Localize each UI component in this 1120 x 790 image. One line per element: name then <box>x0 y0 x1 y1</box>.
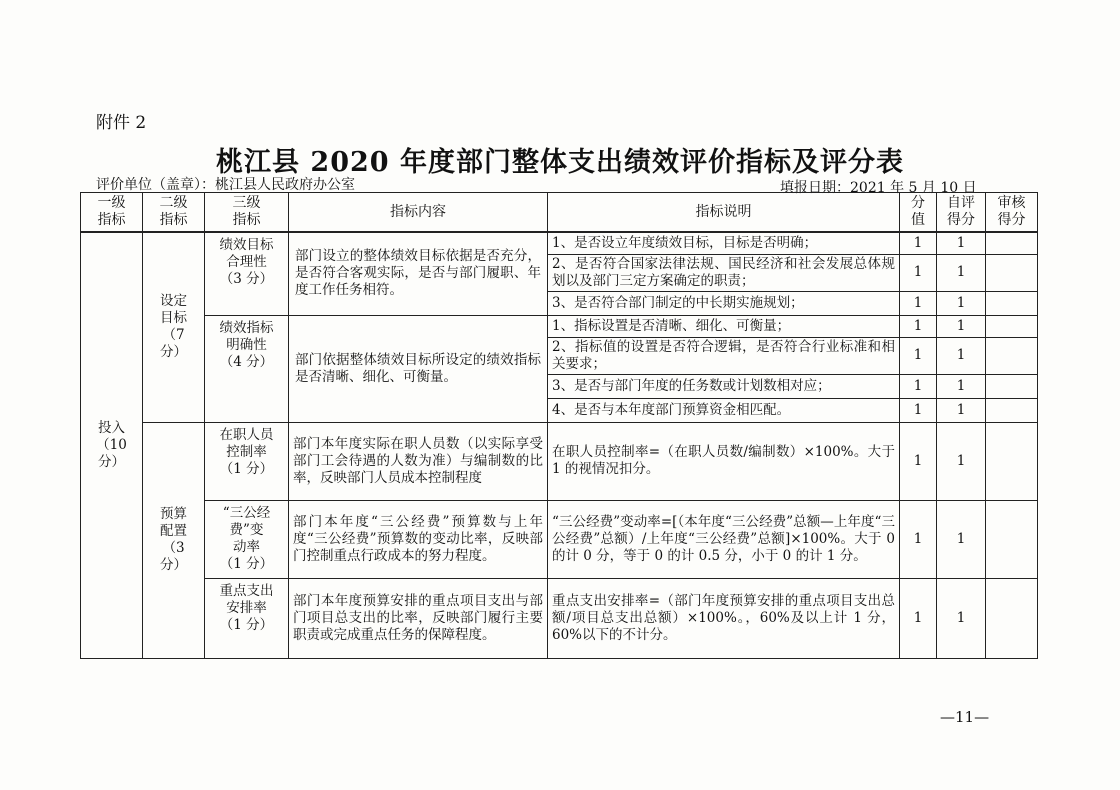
description-cell <box>548 500 900 578</box>
annex-label: 附件 2 <box>96 113 147 133</box>
level3-cell-text: 绩效指标 明确性 （4 分） <box>219 319 274 370</box>
score-cell-text: 1 <box>913 452 923 469</box>
audit-score-cell <box>986 232 1038 254</box>
table-row <box>81 578 1038 658</box>
level3-cell <box>205 232 289 315</box>
score-cell <box>900 500 937 578</box>
self-score-cell <box>937 374 986 398</box>
content-cell <box>289 500 548 578</box>
score-cell <box>900 398 937 422</box>
self-score-cell-text: 1 <box>956 377 966 394</box>
score-cell-text: 1 <box>913 317 923 334</box>
audit-score-cell <box>986 578 1038 658</box>
score-cell <box>900 578 937 658</box>
description-cell-text: 3、是否与部门年度的任务数或计划数相对应； <box>552 377 831 394</box>
description-cell-text: 2、指标值的设置是否符合逻辑，是否符合行业标准和相关要求； <box>552 338 895 372</box>
description-cell <box>548 291 900 315</box>
description-cell <box>548 254 900 291</box>
level2-cell-text: 设定 目标 （7 分） <box>160 293 187 361</box>
level3-cell-text: 重点支出 安排率 （1 分） <box>219 582 274 633</box>
self-score-cell-text: 1 <box>956 264 966 280</box>
description-cell-text: 重点支出安排率=（部门年度预算安排的重点项目支出总额/项目总支出总额）×100%。，60%及以上计 1 分，60%以下的不计分。 <box>552 592 895 643</box>
content-cell-text: 部门本年度实际在职人员数（以实际享受部门工会待遇的人数为准）与编制数的比率，反映部门人员成本控制程度 <box>293 435 543 486</box>
score-cell-text: 1 <box>913 234 923 251</box>
description-cell-text: 在职人员控制率=（在职人员数/编制数）×100%。大于 1 的视情况扣分。 <box>552 444 895 477</box>
description-cell-text: 2、是否符合国家法律法规、国民经济和社会发展总体规划以及部门三定方案确定的职责； <box>552 255 895 289</box>
self-score-cell-text: 1 <box>956 347 966 363</box>
header-level3: 三级 指标 <box>205 193 289 233</box>
level2-cell <box>143 422 205 658</box>
self-score-cell <box>937 315 986 337</box>
score-cell-text: 1 <box>913 609 923 626</box>
score-cell-text: 1 <box>913 347 923 363</box>
table-row <box>81 315 1038 337</box>
self-score-cell <box>937 578 986 658</box>
description-cell <box>548 398 900 422</box>
header-level2: 二级 指标 <box>143 193 205 233</box>
content-cell-text: 部门本年度预算安排的重点项目支出与部门项目总支出的比率，反映部门履行主要职责或完成重点任务的保障程度。 <box>293 592 543 643</box>
level3-cell <box>205 500 289 578</box>
score-cell-text: 1 <box>913 377 923 394</box>
self-score-cell-text: 1 <box>956 317 966 334</box>
header-score: 分 值 <box>900 193 937 233</box>
description-cell <box>548 422 900 500</box>
level3-cell-text: 在职人员 控制率 （1 分） <box>219 426 274 477</box>
level3-cell <box>205 422 289 500</box>
level3-cell <box>205 315 289 422</box>
audit-score-cell <box>986 398 1038 422</box>
description-cell <box>548 232 900 254</box>
self-score-cell <box>937 291 986 315</box>
self-score-cell-text: 1 <box>956 530 966 547</box>
table-row <box>81 232 1038 254</box>
level3-cell-text: 绩效目标 合理性 （3 分） <box>219 237 274 287</box>
description-cell <box>548 315 900 337</box>
score-cell-text: 1 <box>913 530 923 547</box>
content-cell-text: 部门设立的整体绩效目标依据是否充分，是否符合客观实际，是否与部门履职、年度工作任务相符。 <box>295 248 541 299</box>
header-description: 指标说明 <box>548 193 900 233</box>
table-row <box>81 500 1038 578</box>
level3-cell <box>205 578 289 658</box>
evaluation-unit: 评价单位（盖章）：桃江县人民政府办公室 <box>96 177 355 193</box>
score-cell <box>900 254 937 291</box>
description-cell-text: “三公经费”变动率=[（本年度“三公经费”总额—上年度“三公经费”总额）/上年度“三公经费”总额]×100%。大于 0 的计 0 分，等于 0 的计 0.5 分，小于 0 的计 1 分。 <box>552 513 895 564</box>
self-score-cell <box>937 254 986 291</box>
description-cell-text: 4、是否与本年度部门预算资金相匹配。 <box>552 401 791 418</box>
self-score-cell-text: 1 <box>956 294 966 311</box>
score-cell <box>900 232 937 254</box>
score-cell <box>900 315 937 337</box>
self-score-cell-text: 1 <box>956 609 966 626</box>
self-score-cell-text: 1 <box>956 401 966 418</box>
self-score-cell <box>937 500 986 578</box>
description-cell-text: 1、是否设立年度绩效目标，目标是否明确； <box>552 234 818 251</box>
score-cell-text: 1 <box>913 401 923 418</box>
self-score-cell <box>937 422 986 500</box>
score-cell <box>900 374 937 398</box>
report-date: 填报日期：2021 年 5 月 10 日 <box>780 180 977 196</box>
table-body <box>81 232 1038 658</box>
header-level1: 一级 指标 <box>81 193 143 233</box>
score-table <box>80 192 1038 659</box>
content-cell <box>289 232 548 315</box>
level1-cell-text: 投入 （10 分） <box>96 419 127 470</box>
score-cell <box>900 337 937 374</box>
description-cell-text: 1、指标设置是否清晰、细化、可衡量； <box>552 317 791 334</box>
description-cell-text: 3、是否符合部门制定的中长期实施规划； <box>552 294 804 311</box>
description-cell <box>548 337 900 374</box>
description-cell <box>548 374 900 398</box>
page-number: —11— <box>940 708 990 726</box>
audit-score-cell <box>986 500 1038 578</box>
self-score-cell <box>937 337 986 374</box>
self-score-cell <box>937 232 986 254</box>
header-audit-score: 审核 得分 <box>986 193 1038 233</box>
content-cell <box>289 578 548 658</box>
level1-cell <box>81 232 143 658</box>
score-cell <box>900 291 937 315</box>
table-row <box>81 422 1038 500</box>
content-cell-text: 部门本年度“三公经费”预算数与上年度“三公经费”预算数的变动比率，反映部门控制重点行政成本的努力程度。 <box>293 513 543 564</box>
level2-cell-text: 预算 配置 （3 分） <box>160 506 187 573</box>
level2-cell <box>143 232 205 422</box>
self-score-cell-text: 1 <box>956 452 966 469</box>
audit-score-cell <box>986 254 1038 291</box>
score-cell <box>900 422 937 500</box>
content-cell-text: 部门依据整体绩效目标所设定的绩效指标是否清晰、细化、可衡量。 <box>295 351 541 385</box>
content-cell <box>289 422 548 500</box>
audit-score-cell <box>986 291 1038 315</box>
audit-score-cell <box>986 315 1038 337</box>
header-content: 指标内容 <box>289 193 548 233</box>
audit-score-cell <box>986 374 1038 398</box>
score-cell-text: 1 <box>913 294 923 311</box>
score-cell-text: 1 <box>913 264 923 280</box>
self-score-cell-text: 1 <box>956 234 966 251</box>
audit-score-cell <box>986 422 1038 500</box>
self-score-cell <box>937 398 986 422</box>
page-title: 桃江县 2020 年度部门整体支出绩效评价指标及评分表 <box>216 147 904 178</box>
header-self-score: 自评 得分 <box>937 193 986 233</box>
description-cell <box>548 578 900 658</box>
level3-cell-text: “三公经 费”变 动率 （1 分） <box>219 504 274 572</box>
table-header-row <box>81 193 1038 233</box>
audit-score-cell <box>986 337 1038 374</box>
content-cell <box>289 315 548 422</box>
